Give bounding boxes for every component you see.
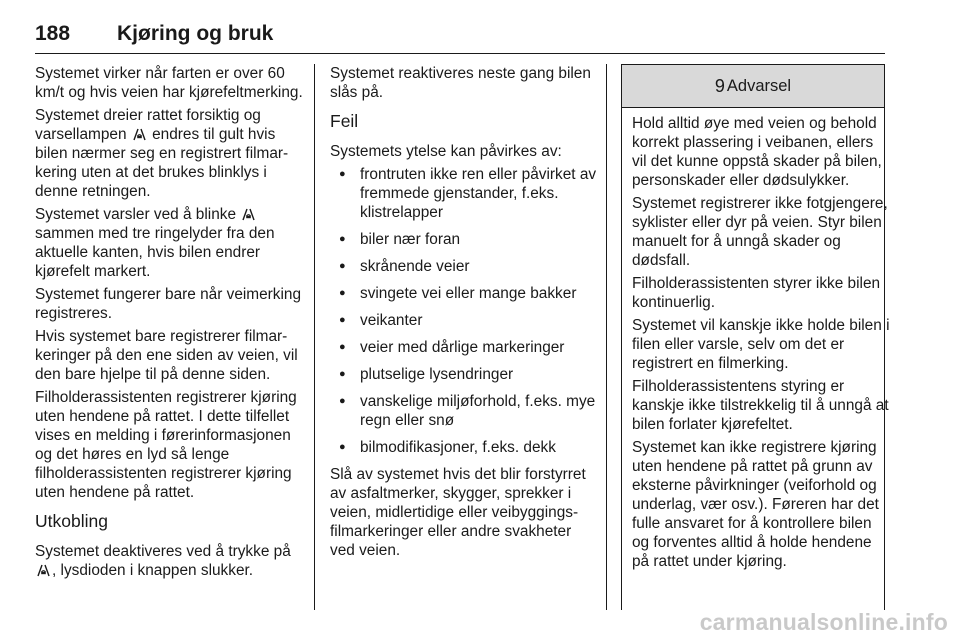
warning-header — [622, 65, 884, 108]
warning-paragraph: Hold alltid øye med veien og behold korrekt plassering i veibanen, ellers vil det kunne oppstå skader på bilen, personskader eller dødsulykker. — [632, 115, 882, 189]
page-title: Kjøring og bruk — [117, 22, 274, 45]
column-divider — [606, 64, 607, 610]
header-divider — [35, 53, 885, 54]
paragraph: Systemet deaktiveres ved å trykke på , lysdioden i knappen slukker. — [35, 543, 291, 579]
warning-paragraph: Systemet vil kanskje ikke holde bilen i filen eller varsle, selv om det er registrert en filmerking. — [632, 317, 890, 372]
list-item: ● veier med dårlige markeringer — [330, 338, 598, 357]
lane-departure-icon — [240, 207, 257, 221]
list-item: ● skrånende veier — [330, 257, 598, 276]
page-header — [35, 22, 885, 52]
list-item: ● bilmodifikasjoner, f.eks. dekk — [330, 438, 598, 457]
page-number: 188 — [35, 22, 71, 45]
warning-paragraph: Systemet kan ikke registrere kjøring uten hendene på rattet på grunn av eksterne påvirkninger (veiforhold og underlag, vær osv.). Føreren har det fulle ansvaret for å kontrollere bilen og forventes alltid å holde hendene på rattet under kjøring. — [632, 439, 879, 570]
warning-triangle-icon: 9 — [714, 75, 725, 96]
warning-body — [622, 108, 892, 571]
list-item: ● plutselige lysendringer — [330, 365, 598, 384]
section-heading-feil: Feil — [330, 111, 359, 131]
warning-title: Advarsel — [726, 76, 792, 95]
paragraph: Systemet dreier rattet forsiktig og varsellampen endres til gult hvis bilen nærmer seg en registrert filmarkering uten at det brukes blinklys i denne retningen. — [35, 107, 289, 200]
column-left — [35, 64, 307, 584]
watermark: carmanualsonline.info — [699, 609, 948, 635]
bullet-list — [330, 165, 598, 457]
warning-paragraph: Filholderassistenten styrer ikke bilen kontinuerlig. — [632, 275, 881, 311]
list-item: ● biler nær foran — [330, 230, 598, 249]
column-middle — [330, 64, 598, 564]
section-heading-utkobling: Utkobling — [35, 511, 108, 531]
list-item: ● vanskelige miljøforhold, f.eks. mye regn eller snø — [330, 392, 598, 430]
paragraph: Hvis systemet bare registrerer filmarkeringer på den ene siden av veien, vil den bare hjelpe til på denne siden. — [35, 328, 298, 383]
warning-paragraph: Filholderassistentens styring er kanskje ikke tilstrekkelig til å unngå at bilen forlater kjørefeltet. — [632, 378, 889, 433]
paragraph: Systemet virker når farten er over 60 km/t og hvis veien har kjørefeltmerking. — [35, 65, 303, 101]
paragraph: Systemet varsler ved å blinke sammen med tre ringelyder fra den aktuelle kanten, hvis bilen endrer kjørefelt markert. — [35, 206, 275, 280]
paragraph: Systemets ytelse kan påvirkes av: — [330, 143, 562, 160]
paragraph: Systemet reaktiveres neste gang bilen slås på. — [330, 65, 591, 101]
paragraph: Slå av systemet hvis det blir forstyrret av asfaltmerker, skygger, sprekker i veien, midlertidige eller veibyggingsfilmarkeringer eller andre svakheter ved veien. — [330, 466, 586, 559]
lane-departure-icon — [35, 563, 52, 577]
list-item: ● veikanter — [330, 311, 598, 330]
list-item: ● svingete vei eller mange bakker — [330, 284, 598, 303]
warning-box — [621, 64, 890, 610]
paragraph: Systemet fungerer bare når veimerking registreres. — [35, 286, 302, 322]
lane-departure-icon — [131, 127, 148, 141]
column-divider — [314, 64, 315, 610]
list-item: ● frontruten ikke ren eller påvirket av fremmede gjenstander, f.eks. klistrelapper — [330, 165, 598, 222]
warning-paragraph: Systemet registrerer ikke fotgjengere, syklister eller dyr på veien. Styr bilen manuelt for å unngå skader og dødsfall. — [632, 195, 888, 269]
paragraph: Filholderassistenten registrerer kjøring uten hendene på rattet. I dette tilfellet vises en melding i førerinformasjonen og det høres en lyd så lenge filholderassistenten registrerer kjøring uten hendene på rattet. — [35, 389, 297, 501]
